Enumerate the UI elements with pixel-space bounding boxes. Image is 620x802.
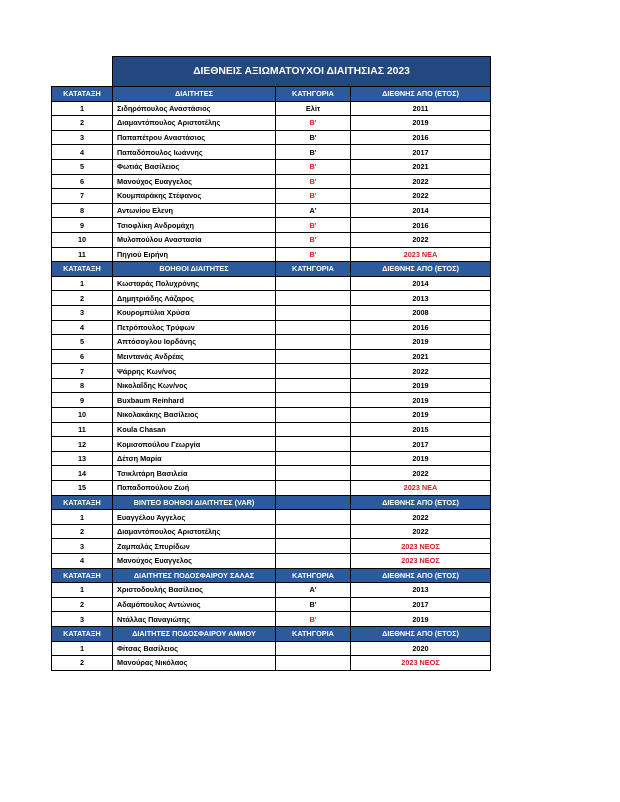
page-title: ΔΙΕΘΝΕΙΣ ΑΞΙΩΜΑΤΟΥΧΟΙ ΔΙΑΙΤΗΣΙΑΣ 2023: [113, 57, 491, 87]
since-cell: 2014: [351, 203, 491, 218]
header-category: ΚΑΤΗΓΟΡΙΑ: [276, 568, 351, 583]
header-rank: ΚΑΤΑΤΑΞΗ: [52, 495, 113, 510]
since-cell: 2022: [351, 510, 491, 525]
section-header-row: [52, 87, 491, 102]
since-cell: 2017: [351, 437, 491, 452]
header-since: ΔΙΕΘΝΗΣ ΑΠΟ (ΕΤΟΣ): [351, 262, 491, 277]
table-row: [52, 656, 491, 671]
since-cell: 2019: [351, 451, 491, 466]
since-cell: 2013: [351, 291, 491, 306]
table-row: [52, 101, 491, 116]
table-row: [52, 422, 491, 437]
table-row: [52, 481, 491, 496]
rank-cell: 14: [52, 466, 113, 481]
table-row: [52, 378, 491, 393]
since-cell: 2011: [351, 101, 491, 116]
category-cell: [276, 422, 351, 437]
category-cell: Β': [276, 232, 351, 247]
since-cell: 2022: [351, 364, 491, 379]
category-cell: [276, 437, 351, 452]
table-row: [52, 539, 491, 554]
rank-cell: 11: [52, 247, 113, 262]
header-section-title: ΔΙΑΙΤΗΤΕΣ: [113, 87, 276, 102]
name-cell: Παπαδόπουλος Ιωάννης: [113, 145, 276, 160]
since-cell: 2016: [351, 130, 491, 145]
table-row: [52, 159, 491, 174]
name-cell: Πηγιού Ειρήνη: [113, 247, 276, 262]
category-cell: [276, 656, 351, 671]
name-cell: Ευαγγέλου Άγγελος: [113, 510, 276, 525]
since-cell: 2023 ΝΕΟΣ: [351, 539, 491, 554]
table-row: [52, 247, 491, 262]
name-cell: Ντάλλας Παναγιώτης: [113, 612, 276, 627]
rank-cell: 2: [52, 116, 113, 131]
category-cell: [276, 466, 351, 481]
category-cell: Β': [276, 612, 351, 627]
header-section-title: ΔΙΑΙΤΗΤΕΣ ΠΟΔΟΣΦΑΙΡΟΥ ΑΜΜΟΥ: [113, 626, 276, 641]
table-row: [52, 510, 491, 525]
name-cell: Σιδηρόπουλος Αναστάσιος: [113, 101, 276, 116]
header-rank: ΚΑΤΑΤΑΞΗ: [52, 568, 113, 583]
rank-cell: 12: [52, 437, 113, 452]
rank-cell: 6: [52, 174, 113, 189]
rank-cell: 3: [52, 612, 113, 627]
table-row: [52, 364, 491, 379]
since-cell: 2023 ΝΕΟΣ: [351, 554, 491, 569]
name-cell: Ζαμπαλάς Σπυρίδων: [113, 539, 276, 554]
name-cell: Ψάρρης Κων/νος: [113, 364, 276, 379]
table-row: [52, 203, 491, 218]
rank-cell: 4: [52, 320, 113, 335]
table-row: [52, 130, 491, 145]
table-row: [52, 145, 491, 160]
rank-cell: 2: [52, 291, 113, 306]
section-header-row: [52, 568, 491, 583]
since-cell: 2019: [351, 335, 491, 350]
since-cell: 2022: [351, 524, 491, 539]
rank-cell: 10: [52, 232, 113, 247]
category-cell: Β': [276, 247, 351, 262]
section-header-row: [52, 495, 491, 510]
name-cell: Παπαπέτρου Αναστάσιος: [113, 130, 276, 145]
name-cell: Μειντανάς Ανδρέας: [113, 349, 276, 364]
table-row: [52, 641, 491, 656]
category-cell: Β': [276, 174, 351, 189]
category-cell: [276, 291, 351, 306]
table-row: [52, 466, 491, 481]
name-cell: Διαμαντόπουλος Αριστοτέλης: [113, 116, 276, 131]
category-cell: [276, 320, 351, 335]
rank-cell: 4: [52, 145, 113, 160]
table-row: [52, 218, 491, 233]
name-cell: Τσιοφλίκη Ανδρομάχη: [113, 218, 276, 233]
name-cell: Κουρομπύλια Χρύσα: [113, 305, 276, 320]
name-cell: Χριστοδουλής Βασίλειος: [113, 583, 276, 598]
header-section-title: ΒΙΝΤΕΟ ΒΟΗΘΟΙ ΔΙΑΙΤΗΤΕΣ (VAR): [113, 495, 276, 510]
since-cell: 2021: [351, 349, 491, 364]
table-row: [52, 583, 491, 598]
name-cell: Αντωνίου Ελενη: [113, 203, 276, 218]
header-section-title: ΒΟΗΘΟΙ ΔΙΑΙΤΗΤΕΣ: [113, 262, 276, 277]
since-cell: 2022: [351, 174, 491, 189]
category-cell: [276, 554, 351, 569]
table-row: [52, 597, 491, 612]
category-cell: [276, 408, 351, 423]
section-header-row: [52, 626, 491, 641]
title-row: [52, 57, 491, 87]
rank-cell: 9: [52, 218, 113, 233]
rank-cell: 11: [52, 422, 113, 437]
category-cell: Α': [276, 203, 351, 218]
since-cell: 2022: [351, 466, 491, 481]
rank-cell: 4: [52, 554, 113, 569]
category-cell: Α': [276, 583, 351, 598]
name-cell: Μανούρας Νικόλαος: [113, 656, 276, 671]
table-row: [52, 320, 491, 335]
name-cell: Φωτιάς Βασίλειος: [113, 159, 276, 174]
category-cell: [276, 451, 351, 466]
name-cell: Koula Chasan: [113, 422, 276, 437]
header-category: ΚΑΤΗΓΟΡΙΑ: [276, 626, 351, 641]
category-cell: Ελίτ: [276, 101, 351, 116]
name-cell: Μανούχος Ευαγγελος: [113, 554, 276, 569]
rank-cell: 15: [52, 481, 113, 496]
since-cell: 2014: [351, 276, 491, 291]
rank-cell: 1: [52, 101, 113, 116]
name-cell: Κωσταράς Πολυχρόνης: [113, 276, 276, 291]
header-section-title: ΔΙΑΙΤΗΤΕΣ ΠΟΔΟΣΦΑΙΡΟΥ ΣΑΛΑΣ: [113, 568, 276, 583]
name-cell: Μανούχος Ευαγγελος: [113, 174, 276, 189]
name-cell: Δημητριάδης Λάζαρος: [113, 291, 276, 306]
since-cell: 2013: [351, 583, 491, 598]
category-cell: [276, 510, 351, 525]
table-row: [52, 276, 491, 291]
since-cell: 2022: [351, 189, 491, 204]
name-cell: Τσικλιτάρη Βασιλεία: [113, 466, 276, 481]
category-cell: [276, 364, 351, 379]
rank-cell: 10: [52, 408, 113, 423]
since-cell: 2019: [351, 378, 491, 393]
category-cell: [276, 276, 351, 291]
rank-cell: 1: [52, 583, 113, 598]
name-cell: Παπαδοπούλου Ζωή: [113, 481, 276, 496]
header-category: [276, 495, 351, 510]
since-cell: 2023 ΝΕΑ: [351, 481, 491, 496]
table-row: [52, 116, 491, 131]
rank-cell: 1: [52, 510, 113, 525]
category-cell: Β': [276, 159, 351, 174]
since-cell: 2020: [351, 641, 491, 656]
table-row: [52, 335, 491, 350]
since-cell: 2022: [351, 232, 491, 247]
header-rank: ΚΑΤΑΤΑΞΗ: [52, 87, 113, 102]
name-cell: Νικολακάκης Βασίλειος: [113, 408, 276, 423]
since-cell: 2023 ΝΕΑ: [351, 247, 491, 262]
rank-cell: 2: [52, 524, 113, 539]
name-cell: Κομισοπούλου Γεωργία: [113, 437, 276, 452]
since-cell: 2017: [351, 145, 491, 160]
name-cell: Διαμαντόπουλος Αριστοτέλης: [113, 524, 276, 539]
category-cell: Β': [276, 189, 351, 204]
table-row: [52, 349, 491, 364]
rank-cell: 2: [52, 656, 113, 671]
since-cell: 2023 ΝΕΟΣ: [351, 656, 491, 671]
category-cell: Β': [276, 218, 351, 233]
category-cell: [276, 378, 351, 393]
category-cell: [276, 305, 351, 320]
name-cell: Μυλοπούλου Αναστασία: [113, 232, 276, 247]
category-cell: [276, 524, 351, 539]
since-cell: 2016: [351, 320, 491, 335]
rank-cell: 5: [52, 335, 113, 350]
category-cell: [276, 393, 351, 408]
header-since: ΔΙΕΘΝΗΣ ΑΠΟ (ΕΤΟΣ): [351, 626, 491, 641]
since-cell: 2019: [351, 408, 491, 423]
table-row: [52, 612, 491, 627]
header-since: ΔΙΕΘΝΗΣ ΑΠΟ (ΕΤΟΣ): [351, 568, 491, 583]
category-cell: [276, 539, 351, 554]
name-cell: Buxbaum Reinhard: [113, 393, 276, 408]
rank-cell: 13: [52, 451, 113, 466]
rank-cell: 1: [52, 276, 113, 291]
table-row: [52, 524, 491, 539]
since-cell: 2019: [351, 612, 491, 627]
header-rank: ΚΑΤΑΤΑΞΗ: [52, 262, 113, 277]
since-cell: 2019: [351, 116, 491, 131]
name-cell: Δέτση Μαρία: [113, 451, 276, 466]
name-cell: Κουμπαράκης Στέφανος: [113, 189, 276, 204]
name-cell: Νικολαΐδης Κων/νος: [113, 378, 276, 393]
header-since: ΔΙΕΘΝΗΣ ΑΠΟ (ΕΤΟΣ): [351, 495, 491, 510]
rank-cell: 7: [52, 189, 113, 204]
table-row: [52, 174, 491, 189]
header-rank: ΚΑΤΑΤΑΞΗ: [52, 626, 113, 641]
rank-cell: 2: [52, 597, 113, 612]
referees-sheet: [51, 56, 491, 671]
category-cell: Β': [276, 116, 351, 131]
rank-cell: 9: [52, 393, 113, 408]
header-since: ΔΙΕΘΝΗΣ ΑΠΟ (ΕΤΟΣ): [351, 87, 491, 102]
category-cell: [276, 641, 351, 656]
category-cell: [276, 481, 351, 496]
rank-cell: 3: [52, 130, 113, 145]
title-blank-cell: [52, 57, 113, 87]
rank-cell: 7: [52, 364, 113, 379]
category-cell: [276, 335, 351, 350]
table-row: [52, 189, 491, 204]
table-row: [52, 393, 491, 408]
category-cell: Β': [276, 145, 351, 160]
rank-cell: 8: [52, 203, 113, 218]
header-category: ΚΑΤΗΓΟΡΙΑ: [276, 87, 351, 102]
table-row: [52, 451, 491, 466]
table-row: [52, 305, 491, 320]
category-cell: Β': [276, 597, 351, 612]
name-cell: Φίτσας Βασίλειος: [113, 641, 276, 656]
table-row: [52, 408, 491, 423]
since-cell: 2015: [351, 422, 491, 437]
since-cell: 2021: [351, 159, 491, 174]
since-cell: 2016: [351, 218, 491, 233]
table-row: [52, 437, 491, 452]
rank-cell: 1: [52, 641, 113, 656]
rank-cell: 5: [52, 159, 113, 174]
referees-table: [51, 56, 491, 671]
since-cell: 2008: [351, 305, 491, 320]
rank-cell: 6: [52, 349, 113, 364]
name-cell: Απτόσογλου Ιορδάνης: [113, 335, 276, 350]
since-cell: 2017: [351, 597, 491, 612]
name-cell: Πετρόπουλος Τρύφων: [113, 320, 276, 335]
category-cell: Β': [276, 130, 351, 145]
rank-cell: 3: [52, 305, 113, 320]
header-category: ΚΑΤΗΓΟΡΙΑ: [276, 262, 351, 277]
section-header-row: [52, 262, 491, 277]
category-cell: [276, 349, 351, 364]
rank-cell: 3: [52, 539, 113, 554]
table-row: [52, 291, 491, 306]
since-cell: 2019: [351, 393, 491, 408]
name-cell: Αδαμόπουλος Αντώνιος: [113, 597, 276, 612]
table-row: [52, 554, 491, 569]
rank-cell: 8: [52, 378, 113, 393]
table-row: [52, 232, 491, 247]
